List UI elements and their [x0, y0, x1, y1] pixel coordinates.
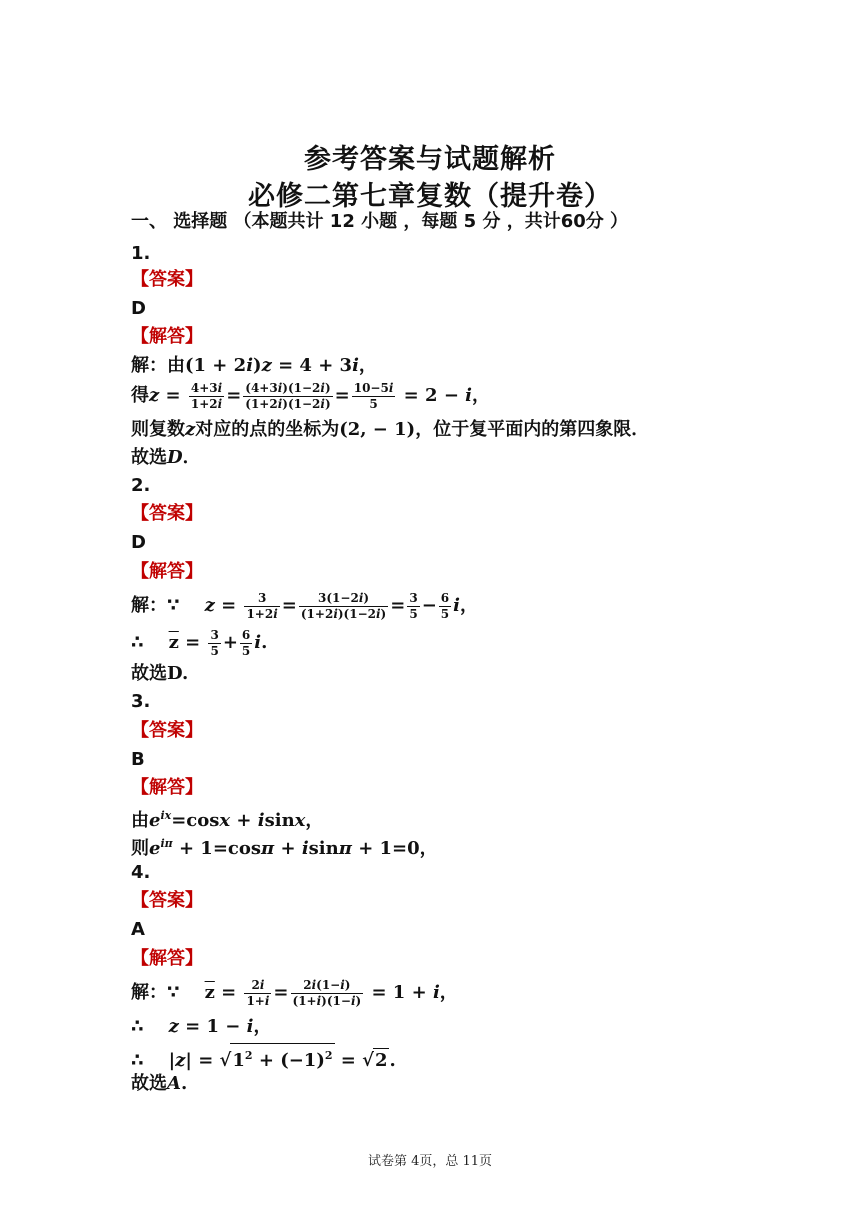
answer-value: D: [131, 532, 146, 553]
document-title: 参考答案与试题解析: [304, 144, 556, 175]
solution-line: ∴ $|z| = √1^2 + (-1)^2 = √2$ .: [131, 1043, 396, 1073]
solution-line: 故选A.: [131, 1073, 188, 1094]
question-number: 3.: [131, 691, 151, 712]
solution-line: 得z = $\frac{4+3i}{1+2i}$ = $\frac{(4+3i)(1-2i)}{(1+2i)(1-2i)}$ = $\frac{10-5i}{5}$ = 2 − i，: [131, 380, 491, 411]
solution-line: 解：由(1 + 2i)z = 4 + 3i，: [131, 355, 377, 376]
answer-label: 【答案】: [131, 890, 203, 911]
solution-label: 【解答】: [131, 561, 203, 582]
solution-line: ∴ z = 1 − i，: [131, 1016, 272, 1037]
answer-value: A: [131, 919, 145, 940]
solution-line: 故选D．: [131, 447, 201, 468]
solution-label: 【解答】: [131, 777, 203, 798]
question-number: 2.: [131, 475, 151, 496]
answer-value: B: [131, 749, 145, 770]
solution-label: 【解答】: [131, 948, 203, 969]
page-footer: 试卷第 4页，总 11页: [367, 1154, 493, 1169]
solution-line: 解：∵ z = $\frac{3}{1+2i}$ = $\frac{3(1-2i)}{(1+2i)(1-2i)}$ = $\frac{3}{5}$ − $\frac{6}{5}$ i，: [131, 590, 478, 621]
question-number: 4.: [131, 862, 151, 883]
solution-label: 【解答】: [131, 326, 203, 347]
section-heading: 一、 选择题 （本题共计 12 小题 ，每题 5 分 ，共计60分 ）: [131, 211, 629, 232]
solution-line: 则$e^{i\pi} + 1=\cos\pi + isin\pi + 1=0$，: [131, 837, 438, 859]
answer-label: 【答案】: [131, 503, 203, 524]
solution-line: ∴ $\overline{z}$ = $\frac{3}{5}$ + $\frac{6}{5}$ i.: [131, 627, 268, 658]
answer-label: 【答案】: [131, 269, 203, 290]
answer-label: 【答案】: [131, 720, 203, 741]
question-number: 1.: [131, 243, 151, 264]
answer-value: D: [131, 298, 146, 319]
solution-line: 则复数z对应的点的坐标为(2, − 1)，位于复平面内的第四象限．: [131, 419, 650, 440]
document-subtitle: 必修二第七章复数（提升卷）: [248, 181, 612, 212]
solution-line: 故选D.: [131, 663, 189, 684]
solution-line: 解：∵ $\overline{z}$ = $\frac{2i}{1+i}$ = $\frac{2i(1-i)}{(1+i)(1-i)}$ = 1 + i，: [131, 977, 458, 1008]
solution-line: 由$e^{ix}=\cos x + isinx$，: [131, 809, 324, 831]
